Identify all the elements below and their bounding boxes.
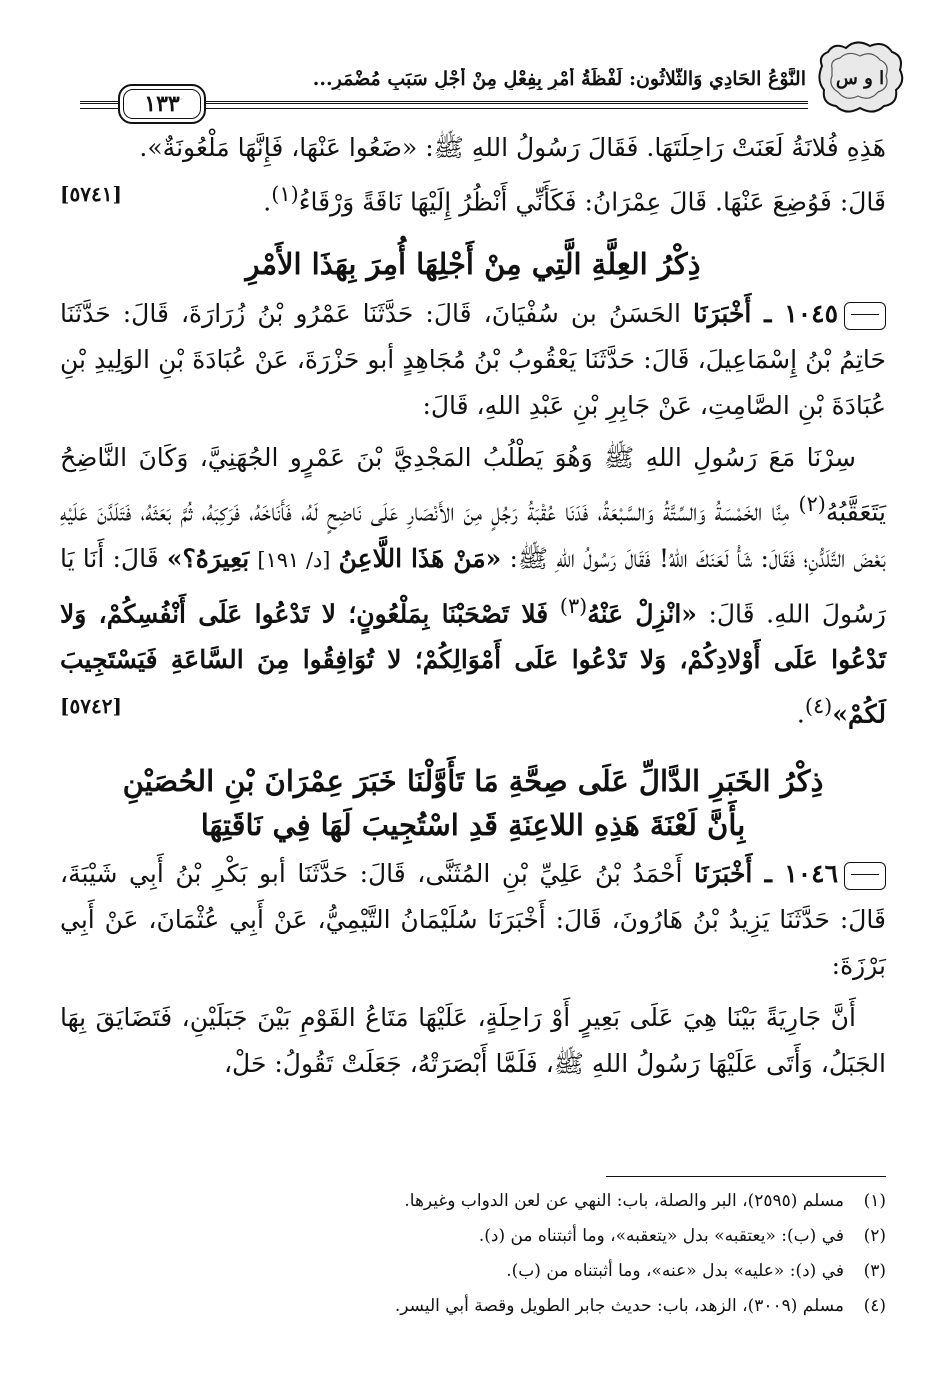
footnote-text: مسلم (٣٠٠٩)، الزهد، باب: حديث جابر الطويل وقصة أبي اليسر. [394, 1296, 844, 1316]
footnote-text: مسلم (٢٥٩٥)، البر والصلة، باب: النهي عن لعن الدواب وغيرها. [404, 1191, 844, 1211]
footnote-marker[interactable]: (١) [271, 182, 299, 206]
svg-text:ا و س: ا و س [835, 68, 885, 89]
footnote-marker[interactable]: (٤) [804, 693, 833, 718]
hadith-1046-isnad [60, 851, 886, 989]
hadith-1046-matn [60, 995, 886, 1087]
footnote-marker[interactable]: (٣) [559, 593, 588, 618]
hadith-reference: [٥٧٤١] [60, 182, 122, 206]
footnote-item [60, 1219, 886, 1254]
footnote-item [60, 1184, 886, 1219]
prophetic-quote: «مَنْ هَذَا اللَّاعِنُ [338, 543, 502, 573]
page-number-box [118, 84, 206, 124]
footnote-separator [606, 1176, 886, 1177]
hadith-1045-matn: سِرْنَا مَعَ رَسُولِ اللهِ ﷺ وَهُوَ يَطْلُبُ المَجْدِيَّ بْنَ عَمْرٍو الجُهَنِيَّ، وَكَانَ النَّاضِحُ يَتَعَقَّبُهُ$^{(٢)}$ مِنَّا الخَمْسَةُ وَالسِّتَّةُ وَالسَّبْعَةُ، فَدَنَا عُقْبَةُ رَجُلٍ مِنَ الأَنْصَارِ عَلَى نَاضِحٍ لَهُ، فَأَنَاخَهُ، فَرَكِبَهُ، ثُمَّ بَعَثَهُ، فَتَلَدَّنَ عَلَيْهِ بَعْضَ التَّلَدُّنِ؛ فَقَالَ: شَأْ لَعَنَكَ اللهُ! فَقَالَ رَسُولُ اللهِ ﷺ: «مَنْ هَذَا اللَّاعِنُ [د/ ١٩١] بَعِيرَهُ؟» قَالَ: أَنَا يَا رَسُولَ اللهِ. قَالَ: «انْزِلْ عَنْهُ$^{(٣)}$ فَلا تَصْحَبْنَا بِمَلْعُونٍ؛ لا تَدْعُوا عَلَى أَنْفُسِكُمْ، وَلا تَدْعُوا عَلَى أَوْلادِكُمْ، وَلا تَدْعُوا عَلَى أَمْوَالِكُمْ؛ لا تُوَافِقُوا مِنَ السَّاعَةِ فَيَسْتَجِيبَ لَكُمْ»$^{(٤)}$. [٥٧٤٢] [60, 443, 886, 729]
prophetic-quote: فَلا تَصْحَبْنَا بِمَلْعُونٍ؛ لا تَدْعُوا عَلَى أَنْفُسِكُمْ، وَلا تَدْعُوا عَلَى أَوْلادِكُمْ، وَلا تَدْعُوا عَلَى أَمْوَالِكُمْ؛ لا تُوَافِقُوا مِنَ السَّاعَةِ فَيَسْتَجِيبَ لَكُمْ» [60, 598, 886, 729]
footnote-marker[interactable]: (٢) [798, 492, 826, 517]
matn-text: سِرْنَا مَعَ رَسُولِ اللهِ ﷺ وَهُوَ يَطْلُبُ المَجْدِيَّ بْنَ عَمْرٍو الجُهَنِيَّ، وَكَانَ النَّاضِحُ يَتَعَقَّبُهُ [60, 443, 886, 527]
hadith-number: ١٠٤٦ ـ أَخْبَرَنَا [694, 859, 839, 889]
page-number: ١٣٣ [123, 89, 201, 119]
text-run: هَذِهِ فُلانَةُ لَعَنَتْ رَاحِلَتَهَا. فَقَالَ رَسُولُ اللهِ ﷺ: «ضَعُوا عَنْهَا، فَإِنَّهَا مَلْعُونَةٌ». [139, 133, 886, 162]
prophetic-quote: «انْزِلْ عَنْهُ [587, 598, 697, 628]
manuscript-page-ref: [د/ ١٩١] [257, 547, 331, 572]
footnote-text: في (ب): «يعتقبه» بدل «يتعقبه»، وما أثبتناه من (د). [478, 1226, 844, 1246]
footnote-text: في (د): «عليه» بدل «عنه»، وما أثبتناه من (ب). [506, 1261, 844, 1281]
footnote-number: (٢) [863, 1226, 886, 1246]
heading-line: بِأَنَّ لَعْنَةَ هَذِهِ اللاعِنَةِ قَدِ اسْتُجِيبَ لَهَا فِي نَاقَتِهَا [200, 808, 746, 843]
prophetic-quote: بَعِيرَهُ؟» [166, 543, 250, 573]
section-heading: ذِكْرُ العِلَّةِ الَّتِي مِنْ أَجْلِهَا أُمِرَ بِهَذَا الأَمْرِ [245, 247, 701, 282]
footnote-number: (٣) [863, 1261, 886, 1281]
footnotes [60, 1184, 886, 1324]
paragraph-line: قَالَ: فَوُضِعَ عَنْهَا. قَالَ عِمْرَانُ: فَكَأَنِّي أَنْظُرُ إِلَيْهَا نَاقَةً وَرْقَاءُ$^{(١)}$. [٥٧٤١] [60, 171, 886, 225]
footnote-number: (١) [863, 1191, 886, 1211]
matn-text: مِنَّا الخَمْسَةُ وَالسِّتَّةُ وَالسَّبْعَةُ، فَدَنَا عُقْبَةُ رَجُلٍ مِنَ الأَنْصَارِ عَلَى نَاضِحٍ لَهُ، فَأَنَاخَهُ، فَرَكِبَهُ، ثُمَّ بَعَثَهُ، فَتَلَدَّنَ عَلَيْهِ بَعْضَ التَّلَدُّنِ؛ فَقَالَ: شَأْ لَعَنَكَ اللهُ! فَقَالَ رَسُولُ اللهِ ﷺ: [60, 497, 886, 573]
hadith-marker-icon [844, 302, 886, 330]
main-text [60, 125, 886, 1087]
hadith-reference: [٥٧٤٢] [60, 693, 122, 718]
paragraph-line [60, 125, 886, 171]
footnote-item [60, 1289, 886, 1324]
isnad-text: أَحْمَدُ بْنُ عَلِيِّ بْنِ المُثَنَّى، قَالَ: حَدَّثَنَا أبو بَكْرِ بْنُ أَبِي شَيْبَةَ، قَالَ: حَدَّثَنَا يَزِيدُ بْنُ هَارُونَ، قَالَ: أَخْبَرَنَا سُلَيْمَانُ التَّيْمِيُّ، عَنْ أَبِي عُثْمَانَ، عَنْ أَبِي بَرْزَةَ: [60, 859, 886, 981]
hadith-marker-icon [844, 862, 886, 890]
footnote-number: (٤) [863, 1296, 886, 1316]
running-header-title: النَّوْعُ الحَادِي وَالثَّلاثُون: لَفْظَةُ أَمْرٍ بِفِعْلٍ مِنْ أَجْلِ سَبَبٍ مُضْمَرٍ... [312, 68, 806, 90]
matn-text: قَالَ: أَنَا يَا رَسُولَ اللهِ. قَالَ: [60, 543, 886, 628]
matn-text: أَنَّ جَارِيَةً بَيْنَا هِيَ عَلَى بَعِيرٍ أَوْ رَاحِلَةٍ، عَلَيْهَا مَتَاعُ القَوْمِ بَيْنَ جَبَلَيْنِ، فَتَضَايَقَ بِهَا الجَبَلُ، وَأَتَى عَلَيْهَا رَسُولُ اللهِ ﷺ، فَلَمَّا أَبْصَرَتْهُ، جَعَلَتْ تَقُولُ: حَلْ، [60, 1003, 886, 1079]
hadith-1045-isnad [60, 291, 886, 429]
text-run: قَالَ: فَوُضِعَ عَنْهَا. قَالَ عِمْرَانُ: فَكَأَنِّي أَنْظُرُ إِلَيْهَا نَاقَةً وَرْقَاءُ [298, 187, 886, 217]
heading-line: ذِكْرُ الخَبَرِ الدَّالِّ عَلَى صِحَّةِ مَا تَأَوَّلْنَا خَبَرَ عِمْرَانَ بْنِ الحُصَيْنِ [122, 764, 824, 799]
section-heading [60, 759, 886, 847]
ornament-badge-icon [814, 36, 906, 116]
footnote-item [60, 1254, 886, 1289]
isnad-text: الحَسَنُ بن سُفْيَانَ، قَالَ: حَدَّثَنَا عَمْرُو بْنُ زُرَارَةَ، قَالَ: حَدَّثَنَا حَاتِمُ بْنُ إِسْمَاعِيلَ، قَالَ: حَدَّثَنَا يَعْقُوبُ بْنُ مُجَاهِدٍ أبو حَزْرَةَ، عَنْ عُبَادَةَ بْنِ الوَلِيدِ بْنِ عُبَادَةَ بْنِ الصَّامِتِ، عَنْ جَابِرِ بْنِ عَبْدِ اللهِ، قَالَ: [60, 299, 886, 421]
hadith-number: ١٠٤٥ ـ أَخْبَرَنَا [693, 299, 839, 329]
